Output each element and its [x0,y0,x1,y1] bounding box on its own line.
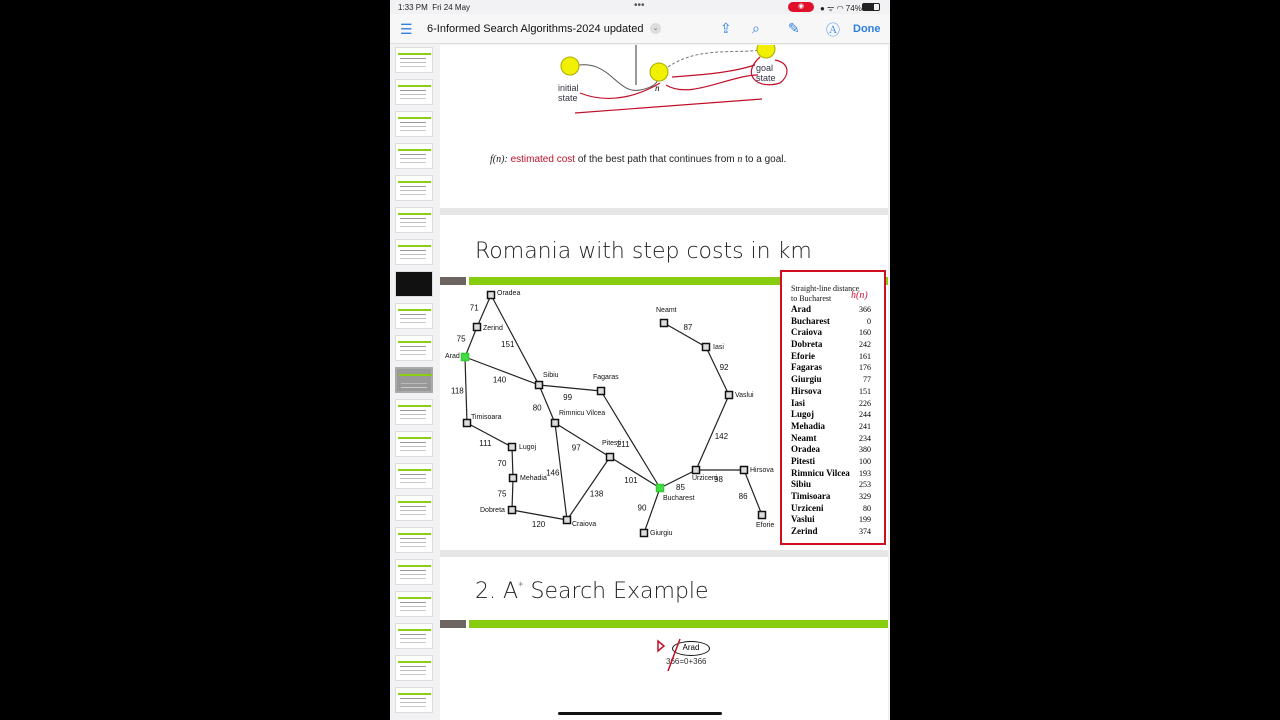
distance-value: 199 [859,515,871,525]
slide-thumbnail[interactable] [395,527,433,553]
pen-circle-icon[interactable]: Ⓐ [826,22,840,38]
road-cost: 90 [637,503,647,513]
heuristic-row [791,362,871,374]
hn-annotation: h(n) [851,290,868,301]
slide-thumbnail[interactable] [395,111,433,137]
city-name: Arad [791,304,811,314]
city-label: Vaslui [735,392,754,399]
city-node [536,382,543,389]
heuristic-row [791,316,871,328]
heuristic-row [791,514,871,526]
road-cost: 111 [479,438,492,448]
n-label: n [655,83,660,93]
city-label: Timisoara [471,414,502,421]
city-label: Iasi [713,344,724,351]
city-label: Rimnicu Vilcea [559,410,606,417]
road-cost: 118 [451,386,464,396]
distance-value: 100 [859,456,871,466]
road-cost: 87 [683,323,693,333]
road-cost: 211 [616,440,630,450]
city-name: Neamt [791,432,817,443]
road-cost: 98 [714,475,723,484]
city-name: Oradea [791,444,820,455]
city-node [462,354,469,361]
distance-value: 366 [859,305,871,314]
city-name: Hirsova [791,385,822,396]
slide-thumbnail[interactable] [395,559,433,585]
city-node [657,485,664,492]
city-node [564,517,571,524]
road-edge [477,295,491,327]
city-label: Oradea [497,290,521,297]
distance-value: 253 [859,480,871,490]
city-name: Dobreta [791,339,823,350]
city-node [693,467,700,474]
road-edge [491,295,539,385]
heuristic-row [791,503,871,515]
slide-thumbnail[interactable] [395,431,433,457]
road-cost: 80 [532,403,542,413]
romania-graph [440,280,780,550]
city-label: Giurgiu [650,530,673,537]
heuristic-row [791,526,871,538]
distance-value: 176 [859,363,871,373]
heuristic-row [791,479,871,491]
wifi-battery: ● ᯤ ◠ 74% [820,4,862,13]
slide-title: Romania with step costs in km [475,239,812,264]
red-annotation [654,637,694,677]
road-cost: 85 [676,483,685,493]
initial-state-label: initial state [558,83,579,103]
distance-value: 226 [859,398,871,408]
distance-value: 80 [863,503,871,513]
road-cost: 120 [531,519,546,529]
city-label: Urziceni [692,475,718,482]
heuristic-row [791,351,871,363]
road-cost: 92 [719,363,729,373]
title-bar-dark [440,620,466,628]
home-indicator[interactable] [558,712,722,715]
city-label: Mehadia [520,475,547,482]
heuristic-row [791,421,871,433]
distance-value: 161 [859,351,871,361]
table-header: Straight-line distance to Bucharest [791,284,860,303]
city-node [509,507,516,514]
road-edge [465,327,477,357]
city-name: Giurgiu [791,374,822,385]
toolbar [390,14,890,44]
tree-node-f-value: 366=0+366 [666,657,707,666]
city-label: Eforie [756,522,775,529]
slide-thumbnail[interactable] [395,79,433,105]
slide-astar-example [440,557,888,720]
heuristic-row [791,409,871,421]
road-cost: 97 [571,443,581,453]
battery-icon [862,3,880,11]
heuristic-row [791,374,871,386]
fn-definition: f(n): estimated cost of the best path that continues from n to a goal. [490,154,787,165]
goal-node [757,45,775,58]
city-name: Iasi [791,397,806,408]
search-icon[interactable]: ⌕ [752,20,760,36]
city-label: Hirsova [750,467,774,474]
city-name: Timisoara [791,491,831,501]
heuristic-row [791,386,871,398]
slide-title: 2. A* Search Example [475,579,709,604]
city-label: Arad [445,353,460,360]
city-node [726,392,733,399]
slide-romania-map [440,215,888,550]
distance-value: 241 [859,421,871,431]
slide-thumbnail[interactable] [395,47,433,73]
road-edge [512,510,567,520]
document-view[interactable] [440,45,888,720]
slide-thumbnail[interactable] [395,367,433,393]
document-title[interactable]: 6-Informed Search Algorithms-2024 updated [427,23,644,35]
search-diagram [440,45,888,145]
city-label: Neamt [656,307,677,314]
road-cost: 75 [456,334,466,344]
road-cost: 146 [546,468,560,478]
city-node [474,324,481,331]
slide-thumbnail[interactable] [395,207,433,233]
distance-value: 244 [859,410,871,420]
road-cost: 101 [624,476,638,486]
slide-thumbnail[interactable] [395,623,433,649]
slide-thumbnail[interactable] [395,495,433,521]
slide-thumbnail[interactable] [395,591,433,617]
ipad-screen [390,0,890,720]
city-name: Sibiu [791,479,812,490]
city-node [598,388,605,395]
road-cost: 71 [469,303,479,313]
slide-thumbnail[interactable] [395,335,433,361]
city-name: Craiova [791,327,822,338]
distance-value: 374 [859,527,871,537]
city-node [741,467,748,474]
distance-value: 193 [859,468,871,478]
city-node [703,344,710,351]
chevron-down-icon[interactable]: ⌄ [650,23,661,34]
distance-value: 380 [859,445,871,455]
city-name: Zerind [791,526,818,537]
road-edge [567,457,610,520]
slide-thumbnail[interactable] [395,143,433,169]
distance-value: 77 [863,375,871,385]
slide-thumbnail[interactable] [395,463,433,489]
status-bar [390,0,890,14]
heuristic-row [791,304,871,316]
city-node [488,292,495,299]
city-name: Eforie [791,350,815,361]
road-cost: 86 [738,491,748,501]
city-label: Zerind [483,325,503,332]
distance-value: 329 [859,492,871,501]
city-label: Craiova [572,521,597,528]
city-node [509,444,516,451]
heuristic-table [780,270,886,545]
city-label: Lugoj [519,444,537,451]
markup-icon[interactable]: ✎ [788,20,800,36]
road-edge [512,447,513,478]
road-cost: 99 [563,392,573,402]
heuristic-row [791,433,871,445]
road-edge [465,357,467,423]
slide-thumbnail[interactable] [395,303,433,329]
city-node [661,320,668,327]
n-node [650,63,668,81]
road-cost: 75 [497,489,507,499]
road-cost: 151 [501,340,515,350]
slide-heuristic-diagram [440,45,888,208]
distance-value: 160 [859,328,871,338]
distance-value: 242 [859,340,871,350]
city-node [607,454,614,461]
city-node [552,420,559,427]
city-name: Fagaras [791,362,822,373]
distance-value: 234 [859,433,871,443]
road-cost: 140 [492,375,507,385]
road-edge [539,385,601,391]
road-edge [512,478,513,510]
city-name: Pitesti [791,455,815,466]
road-cost: 138 [589,489,604,499]
city-name: Lugoj [791,409,815,420]
multitask-dots[interactable]: ••• [634,0,645,11]
screen-record-icon[interactable]: ◉ [788,2,814,12]
city-label: Sibiu [543,372,559,379]
city-name: Mehadia [791,420,826,431]
heuristic-row [791,327,871,339]
initial-state-node [561,57,579,75]
share-icon[interactable]: ⇪ [720,20,732,36]
heuristic-row [791,456,871,468]
road-cost: 70 [497,458,507,468]
distance-value: 151 [859,386,871,396]
heuristic-row [791,339,871,351]
city-name: Urziceni [791,502,824,513]
city-label: Dobreta [480,507,505,514]
city-name: Vaslui [791,514,815,525]
distance-value: 0 [867,316,871,326]
heuristic-row [791,444,871,456]
slide-thumbnail[interactable] [395,655,433,681]
goal-state-label: goal state [756,63,776,83]
thumbnail-sidebar[interactable] [390,45,438,720]
heuristic-row [791,468,871,480]
city-node [641,530,648,537]
slide-thumbnail[interactable] [395,239,433,265]
city-name: Bucharest [791,315,830,326]
heuristic-row [791,398,871,410]
slide-thumbnail[interactable] [395,175,433,201]
road-cost: 142 [714,432,729,442]
city-label: Pitesti [602,440,622,447]
city-node [464,420,471,427]
city-label: Bucharest [663,495,695,502]
thumbnail-list-icon[interactable]: ☰ [400,21,413,37]
city-node [510,475,517,482]
slide-thumbnail[interactable] [395,271,433,297]
heuristic-row [791,491,871,503]
slide-thumbnail[interactable] [395,687,433,713]
city-label: Fagaras [593,374,619,381]
tree-node-arad: Arad [672,641,710,656]
city-node [759,512,766,519]
slide-thumbnail[interactable] [395,399,433,425]
status-time: 1:33 PM Fri 24 May [398,3,471,12]
title-bar-green [469,620,888,628]
done-button[interactable]: Done [853,23,881,35]
city-name: Rimnicu Vilcea [791,467,850,478]
